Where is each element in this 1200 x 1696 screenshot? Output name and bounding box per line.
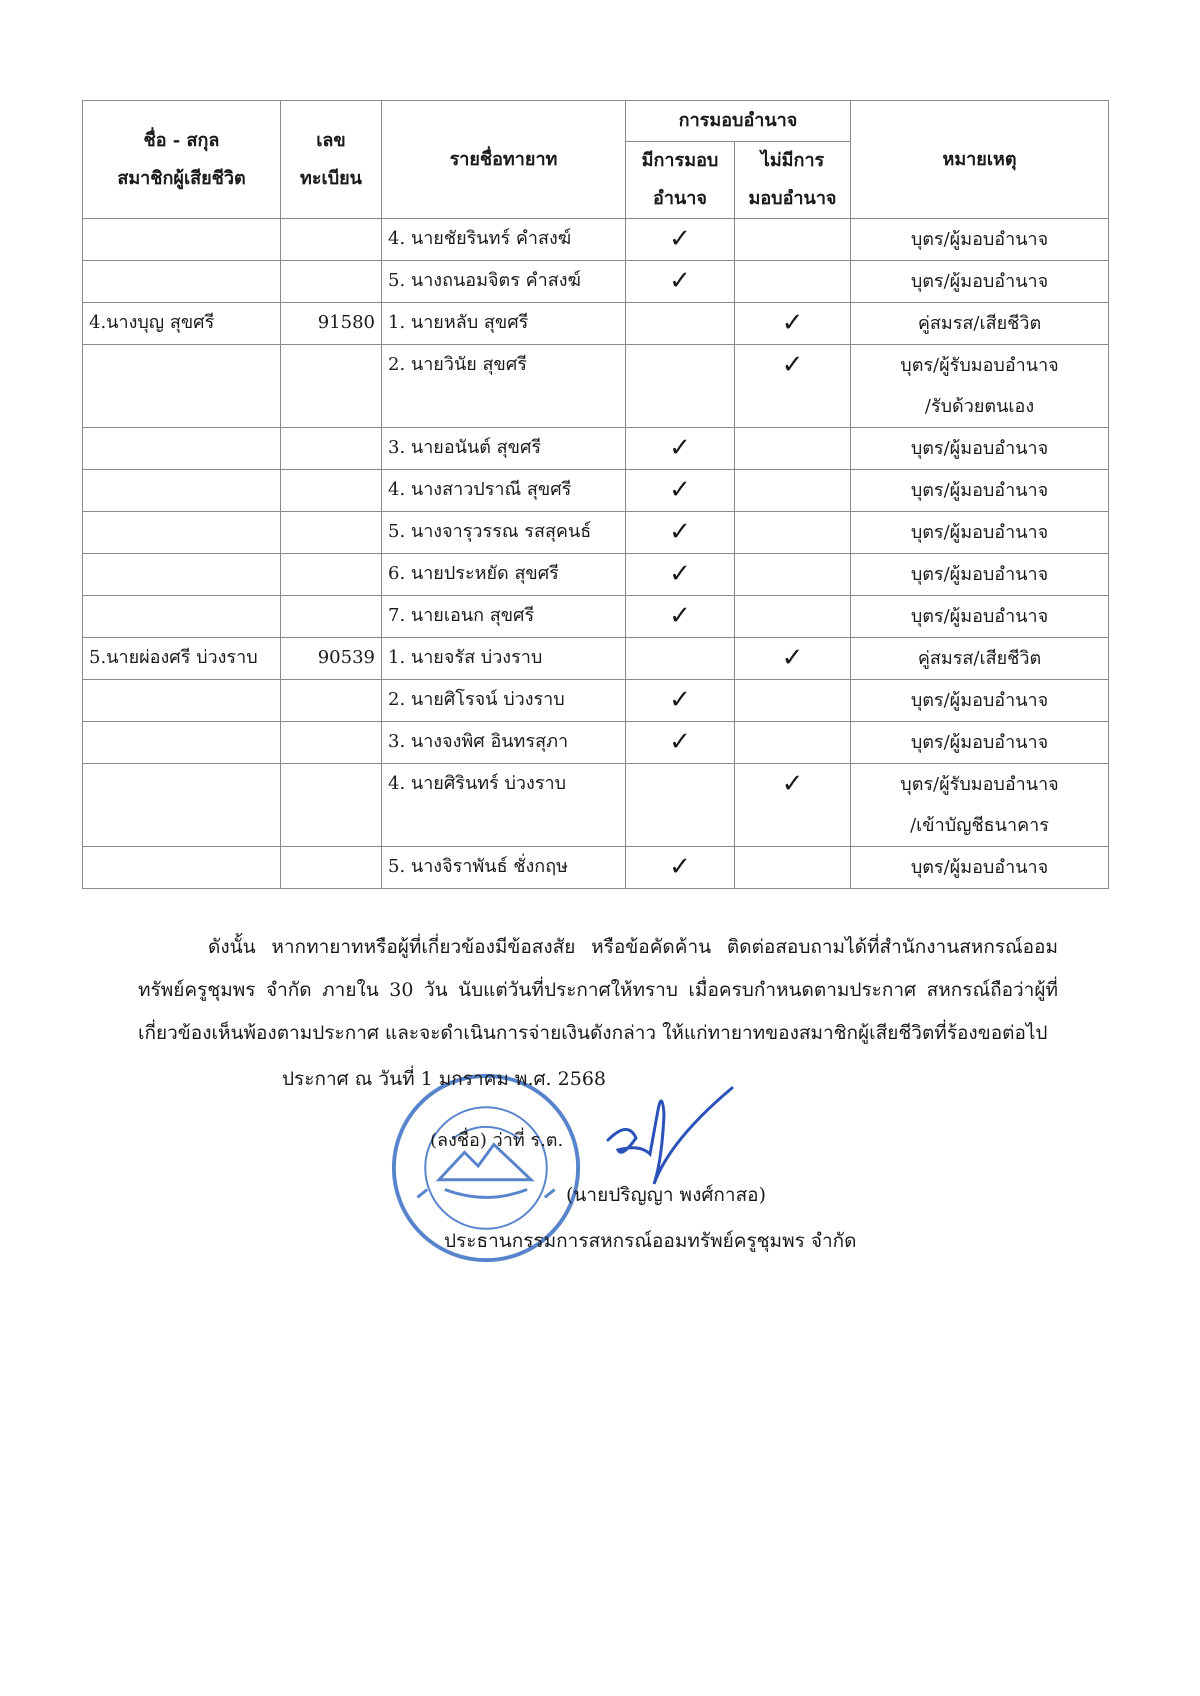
regno-cell: 90539: [281, 638, 382, 680]
member-name-cell: [83, 764, 281, 847]
member-name-cell: [83, 261, 281, 303]
remark-cell: [851, 722, 1109, 764]
remark-line1: บุตร/ผู้รับมอบอำนาจ: [900, 774, 1059, 795]
header-not-authorized-line2: มอบอำนาจ: [748, 188, 837, 209]
remark-cell: [851, 596, 1109, 638]
regno-cell: [281, 345, 382, 428]
heirs-table-body: [83, 219, 1109, 889]
member-name-cell: 5.นายผ่องศรี บ่วงราบ: [83, 638, 281, 680]
header-authorization: การมอบอำนาจ: [626, 101, 851, 142]
not-authorized-check-cell: [735, 680, 851, 722]
authorized-check-cell: ✓: [626, 680, 735, 722]
authorized-check-cell: ✓: [626, 428, 735, 470]
table-row: [83, 722, 1109, 764]
remark-line1: บุตร/ผู้มอบอำนาจ: [910, 522, 1049, 543]
remark-line1: บุตร/ผู้มอบอำนาจ: [910, 606, 1049, 627]
regno-cell: [281, 512, 382, 554]
header-not-authorized-line1: ไม่มีการ: [760, 150, 825, 171]
remark-cell: [851, 554, 1109, 596]
remark-line1: คู่สมรส/เสียชีวิต: [917, 648, 1042, 669]
member-name-cell: [83, 596, 281, 638]
remark-cell: [851, 764, 1109, 847]
authorized-check-cell: [626, 764, 735, 847]
remark-line1: บุตร/ผู้มอบอำนาจ: [910, 271, 1049, 292]
header-member: [83, 101, 281, 219]
heir-name-cell: 3. นายอนันต์ สุขศรี: [382, 428, 626, 470]
member-name-cell: [83, 219, 281, 261]
remark-line1: บุตร/ผู้มอบอำนาจ: [910, 438, 1049, 459]
member-name-cell: [83, 722, 281, 764]
not-authorized-check-cell: [735, 470, 851, 512]
remark-line2: /เข้าบัญชีธนาคาร: [910, 815, 1049, 836]
not-authorized-check-cell: [735, 512, 851, 554]
heir-name-cell: 7. นายเอนก สุขศรี: [382, 596, 626, 638]
table-row: [83, 554, 1109, 596]
authorized-check-cell: ✓: [626, 596, 735, 638]
member-name-cell: [83, 512, 281, 554]
remark-line1: บุตร/ผู้รับมอบอำนาจ: [900, 355, 1059, 376]
not-authorized-check-cell: [735, 261, 851, 303]
not-authorized-check-cell: [735, 847, 851, 889]
table-row: [83, 680, 1109, 722]
remark-cell: [851, 261, 1109, 303]
heir-name-cell: 4. นายศิรินทร์ บ่วงราบ: [382, 764, 626, 847]
remark-cell: [851, 847, 1109, 889]
remark-line1: บุตร/ผู้มอบอำนาจ: [910, 857, 1049, 878]
authorized-check-cell: [626, 345, 735, 428]
heir-name-cell: 6. นายประหยัด สุขศรี: [382, 554, 626, 596]
heir-name-cell: 2. นายศิโรจน์ บ่วงราบ: [382, 680, 626, 722]
not-authorized-check-cell: [735, 554, 851, 596]
signed-line: (ลงชื่อ) ว่าที่ ร.ต.: [430, 1130, 564, 1151]
authorized-check-cell: ✓: [626, 219, 735, 261]
header-authorized: [626, 142, 735, 219]
header-remark: หมายเหตุ: [851, 101, 1109, 219]
signer-name: (นายปริญญา พงศ์กาสอ): [566, 1184, 767, 1206]
header-authorized-line1: มีการมอบ: [641, 150, 719, 171]
remark-cell: [851, 512, 1109, 554]
not-authorized-check-cell: ✓: [735, 345, 851, 428]
regno-cell: [281, 764, 382, 847]
not-authorized-check-cell: ✓: [735, 638, 851, 680]
header-heirs: รายชื่อทายาท: [382, 101, 626, 219]
heir-name-cell: 5. นางถนอมจิตร คำสงฆ์: [382, 261, 626, 303]
heir-name-cell: 1. นายจรัส บ่วงราบ: [382, 638, 626, 680]
signer-position: ประธานกรรมการสหกรณ์ออมทรัพย์ครูชุมพร จำกัด: [444, 1230, 857, 1252]
regno-cell: [281, 470, 382, 512]
remark-line1: คู่สมรส/เสียชีวิต: [917, 313, 1042, 334]
regno-cell: [281, 428, 382, 470]
regno-cell: [281, 596, 382, 638]
table-row: [83, 596, 1109, 638]
remark-cell: [851, 470, 1109, 512]
header-authorized-line2: อำนาจ: [653, 188, 707, 209]
table-row: [83, 303, 1109, 345]
remark-cell: [851, 680, 1109, 722]
signature-icon: [600, 1080, 740, 1190]
regno-cell: 91580: [281, 303, 382, 345]
regno-cell: [281, 219, 382, 261]
authorized-check-cell: [626, 638, 735, 680]
regno-cell: [281, 847, 382, 889]
remark-line1: บุตร/ผู้มอบอำนาจ: [910, 229, 1049, 250]
member-name-cell: 4.นางบุญ สุขศรี: [83, 303, 281, 345]
heir-name-cell: 4. นางสาวปราณี สุขศรี: [382, 470, 626, 512]
table-row: [83, 764, 1109, 847]
remark-line1: บุตร/ผู้มอบอำนาจ: [910, 480, 1049, 501]
heir-name-cell: 3. นางจงพิศ อินทรสุภา: [382, 722, 626, 764]
remark-line1: บุตร/ผู้มอบอำนาจ: [910, 732, 1049, 753]
authorized-check-cell: ✓: [626, 470, 735, 512]
closing-paragraph: ดังนั้น หากทายาทหรือผู้ที่เกี่ยวข้องมีข้อสงสัย หรือข้อคัดค้าน ติดต่อสอบถามได้ที่สำนักงานสหกรณ์ออมทรัพย์ครูชุมพร จำกัด ภายใน 30 วัน นับแต่วันที่ประกาศให้ทราบ เมื่อครบกำหนดตามประกาศ สหกรณ์ถือว่าผู้ที่เกี่ยวข้องเห็นพ้องตามประกาศ และจะดำเนินการจ่ายเงินดังกล่าว ให้แก่ทายาทของสมาชิกผู้เสียชีวิตที่ร้องขอต่อไป: [138, 936, 1058, 1044]
closing-paragraph-block: [138, 926, 1058, 1055]
remark-cell: [851, 638, 1109, 680]
member-name-cell: [83, 428, 281, 470]
authorized-check-cell: ✓: [626, 512, 735, 554]
not-authorized-check-cell: [735, 428, 851, 470]
authorized-check-cell: ✓: [626, 722, 735, 764]
regno-cell: [281, 554, 382, 596]
heir-name-cell: 5. นางจารุวรรณ รสสุคนธ์: [382, 512, 626, 554]
table-row: [83, 428, 1109, 470]
remark-cell: [851, 345, 1109, 428]
member-name-cell: [83, 847, 281, 889]
authorized-check-cell: [626, 303, 735, 345]
remark-line2: /รับด้วยตนเอง: [924, 396, 1035, 417]
header-member-line1: ชื่อ - สกุล: [143, 129, 220, 151]
header-regno-line2: ทะเบียน: [300, 167, 362, 189]
not-authorized-check-cell: [735, 219, 851, 261]
heir-name-cell: 2. นายวินัย สุขศรี: [382, 345, 626, 428]
regno-cell: [281, 722, 382, 764]
table-row: [83, 261, 1109, 303]
remark-line1: บุตร/ผู้มอบอำนาจ: [910, 564, 1049, 585]
authorized-check-cell: ✓: [626, 847, 735, 889]
header-regno-line1: เลข: [316, 129, 346, 151]
remark-cell: [851, 219, 1109, 261]
member-name-cell: [83, 470, 281, 512]
heir-name-cell: 4. นายชัยรินทร์ คำสงฆ์: [382, 219, 626, 261]
table-row: [83, 219, 1109, 261]
regno-cell: [281, 680, 382, 722]
member-name-cell: [83, 345, 281, 428]
regno-cell: [281, 261, 382, 303]
member-name-cell: [83, 680, 281, 722]
header-regno: [281, 101, 382, 219]
header-not-authorized: [735, 142, 851, 219]
not-authorized-check-cell: [735, 722, 851, 764]
heirs-table: [82, 100, 1109, 889]
member-name-cell: [83, 554, 281, 596]
not-authorized-check-cell: ✓: [735, 303, 851, 345]
remark-cell: [851, 303, 1109, 345]
table-row: [83, 847, 1109, 889]
heir-name-cell: 5. นางจิราพันธ์ ชั่งกฤษ: [382, 847, 626, 889]
remark-cell: [851, 428, 1109, 470]
not-authorized-check-cell: [735, 596, 851, 638]
header-member-line2: สมาชิกผู้เสียชีวิต: [117, 167, 246, 189]
table-row: [83, 512, 1109, 554]
remark-line1: บุตร/ผู้มอบอำนาจ: [910, 690, 1049, 711]
table-row: [83, 470, 1109, 512]
not-authorized-check-cell: ✓: [735, 764, 851, 847]
heir-name-cell: 1. นายหลับ สุขศรี: [382, 303, 626, 345]
authorized-check-cell: ✓: [626, 261, 735, 303]
table-row: [83, 638, 1109, 680]
authorized-check-cell: ✓: [626, 554, 735, 596]
table-row: [83, 345, 1109, 428]
announcement-dateline: ประกาศ ณ วันที่ 1 มกราคม พ.ศ. 2568: [282, 1068, 606, 1090]
